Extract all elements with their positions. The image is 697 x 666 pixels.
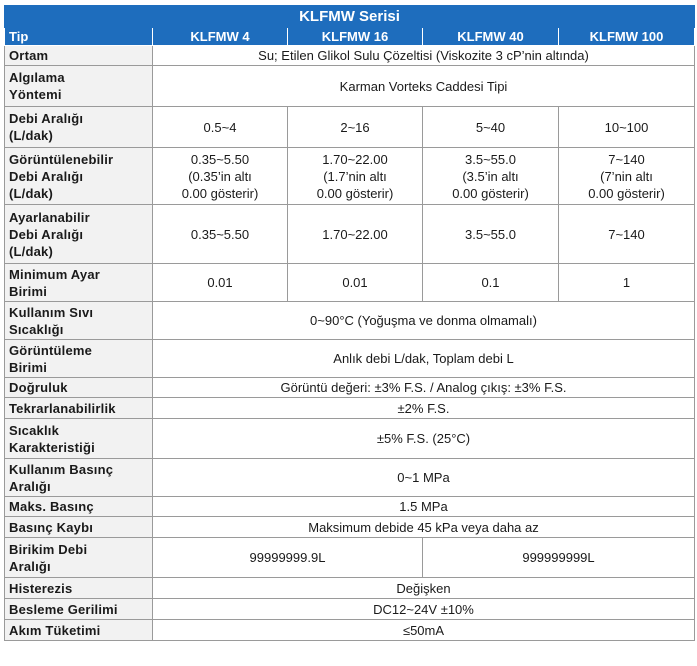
row-goruntuleme — [5, 340, 695, 378]
row-value: 1.5 MPa — [153, 497, 695, 517]
row-value: Karman Vorteks Caddesi Tipi — [153, 66, 695, 107]
cell-value: 7~140 — [559, 205, 695, 264]
cell-value: 0.01 — [153, 264, 288, 302]
row-value: ≤50mA — [153, 620, 695, 641]
row-value: ±2% F.S. — [153, 398, 695, 419]
model-klfmw-16: KLFMW 16 — [288, 28, 423, 46]
row-label: Algılama Yöntemi — [5, 66, 153, 107]
cell-value: 3.5~55.0 — [423, 205, 559, 264]
row-maks-basinc — [5, 497, 695, 517]
header-row — [5, 28, 695, 46]
cell-value: 999999999L — [423, 538, 695, 578]
row-label: Akım Tüketimi — [5, 620, 153, 641]
row-besleme — [5, 599, 695, 620]
row-birikim — [5, 538, 695, 578]
spec-table — [4, 5, 695, 641]
row-label: Kullanım Basınç Aralığı — [5, 459, 153, 497]
row-label: Ortam — [5, 46, 153, 66]
cell-value: 99999999.9L — [153, 538, 423, 578]
row-label: Sıcaklık Karakteristiği — [5, 419, 153, 459]
row-label: Basınç Kaybı — [5, 517, 153, 538]
row-value: 0~90°C (Yoğuşma ve donma olmamalı) — [153, 302, 695, 340]
cell-value: 0.5~4 — [153, 107, 288, 148]
row-algilama — [5, 66, 695, 107]
row-ayarlanabilir — [5, 205, 695, 264]
row-label: Doğruluk — [5, 378, 153, 398]
row-label: Görüntüleme Birimi — [5, 340, 153, 378]
row-value: Anlık debi L/dak, Toplam debi L — [153, 340, 695, 378]
row-label: Tekrarlanabilirlik — [5, 398, 153, 419]
cell-value: 2~16 — [288, 107, 423, 148]
row-value: Görüntü değeri: ±3% F.S. / Analog çıkış: ±3% F.S. — [153, 378, 695, 398]
cell-value: 1.70~22.00 — [288, 205, 423, 264]
row-label: Minimum Ayar Birimi — [5, 264, 153, 302]
row-value: Maksimum debide 45 kPa veya daha az — [153, 517, 695, 538]
row-value: Su; Etilen Glikol Sulu Çözeltisi (Viskozite 3 cP’nin altında) — [153, 46, 695, 66]
cell-value: 3.5~55.0 (3.5’in altı 0.00 gösterir) — [423, 148, 559, 205]
cell-value: 0.35~5.50 — [153, 205, 288, 264]
cell-value: 0.01 — [288, 264, 423, 302]
cell-value: 1.70~22.00 (1.7’nin altı 0.00 gösterir) — [288, 148, 423, 205]
row-label: Görüntülenebilir Debi Aralığı (L/dak) — [5, 148, 153, 205]
model-klfmw-4: KLFMW 4 — [153, 28, 288, 46]
row-basinc-araligi — [5, 459, 695, 497]
row-minimum — [5, 264, 695, 302]
row-label: Debi Aralığı (L/dak) — [5, 107, 153, 148]
row-label: Besleme Gerilimi — [5, 599, 153, 620]
row-basinc-kaybi — [5, 517, 695, 538]
header-label: Tip — [5, 28, 153, 46]
row-sicaklik — [5, 419, 695, 459]
model-klfmw-100: KLFMW 100 — [559, 28, 695, 46]
cell-value: 0.35~5.50 (0.35’in altı 0.00 gösterir) — [153, 148, 288, 205]
row-sivi-sicakligi — [5, 302, 695, 340]
row-label: Kullanım Sıvı Sıcaklığı — [5, 302, 153, 340]
cell-value: 10~100 — [559, 107, 695, 148]
cell-value: 7~140 (7’nin altı 0.00 gösterir) — [559, 148, 695, 205]
row-label: Maks. Basınç — [5, 497, 153, 517]
row-label: Birikim Debi Aralığı — [5, 538, 153, 578]
row-value: 0~1 MPa — [153, 459, 695, 497]
row-ortam — [5, 46, 695, 66]
row-debi — [5, 107, 695, 148]
row-value: ±5% F.S. (25°C) — [153, 419, 695, 459]
title-row — [5, 6, 695, 28]
cell-value: 0.1 — [423, 264, 559, 302]
row-value: DC12~24V ±10% — [153, 599, 695, 620]
row-histerezis — [5, 578, 695, 599]
table-title: KLFMW Serisi — [5, 6, 695, 28]
model-klfmw-40: KLFMW 40 — [423, 28, 559, 46]
row-label: Ayarlanabilir Debi Aralığı (L/dak) — [5, 205, 153, 264]
cell-value: 1 — [559, 264, 695, 302]
row-label: Histerezis — [5, 578, 153, 599]
row-akim — [5, 620, 695, 641]
row-tekrar — [5, 398, 695, 419]
row-value: Değişken — [153, 578, 695, 599]
row-goruntulenebilir — [5, 148, 695, 205]
row-dogruluk — [5, 378, 695, 398]
cell-value: 5~40 — [423, 107, 559, 148]
